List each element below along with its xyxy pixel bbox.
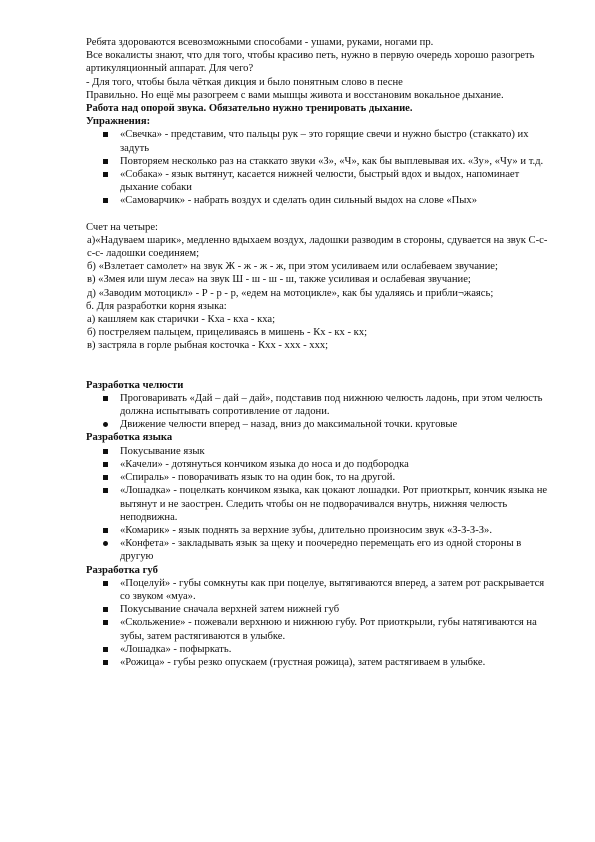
list-item: Проговаривать «Дай – дай – дай», подставив под нижнюю челюсть ладонь, при этом челюсть должна испытывать сопротивление от ладони. <box>120 392 543 418</box>
tongue-list <box>86 445 553 564</box>
jaw-list <box>86 392 553 432</box>
spacer <box>86 208 553 221</box>
tongue-root-item: в) застряла в горле рыбная косточка - Кхх - ххх - ххх; <box>87 340 329 352</box>
list-item: Движение челюсти вперед – назад, вниз до максимальной точки. круговые <box>120 419 458 431</box>
list-item: Покусывание язык <box>120 445 205 457</box>
exercises-list <box>86 128 553 207</box>
section-title-breath: Работа над опорой звука. Обязательно нужно тренировать дыхание. <box>86 103 413 115</box>
list-item: Покусывание сначала верхней затем нижней губ <box>120 604 340 616</box>
lips-list <box>86 577 553 669</box>
lips-heading: Разработка губ <box>86 564 158 576</box>
tongue-root-item: б) постреляем пальцем, прицеливаясь в мишень - Кх - кх - кх; <box>87 327 368 339</box>
list-item: «Конфета» - закладывать язык за щеку и поочередно перемещать его из одной стороны в другую <box>120 538 522 563</box>
exercises-heading: Упражнения: <box>86 116 151 128</box>
list-item: «Качели» - дотянуться кончиком языка до носа и до подбородка <box>120 458 409 470</box>
intro-line: Все вокалисты знают, что для того, чтобы красиво петь, нужно в первую очередь хорошо разогреть артикуляционный аппарат. Для чего? <box>86 50 535 75</box>
spacer <box>86 353 553 366</box>
list-item: «Самоварчик» - набрать воздух и сделать один сильный выдох на слове «Пых» <box>120 195 478 207</box>
intro-line: Ребята здороваются всевозможными способами - ушами, руками, ногами пр. <box>86 37 434 48</box>
tongue-heading: Разработка языка <box>86 432 173 444</box>
tongue-root-heading: б. Для разработки корня языка: <box>86 300 227 312</box>
intro-line: Правильно. Но ещё мы разогреем с вами мышцы живота и восстановим вокальное дыхание. <box>86 89 504 101</box>
list-item: «Комарик» - язык поднять за верхние зубы, длительно произносим звук «З-З-З-З». <box>120 524 493 536</box>
count-heading: Счет на четыре: <box>86 221 158 233</box>
tongue-root-item: а) кашляем как старички - Кха - кха - кха; <box>87 314 276 326</box>
list-item: «Скольжение» - пожевали верхнюю и нижнюю губу. Рот приоткрыли, губы натягиваются на зубы, затем растягиваются в улыбке. <box>120 617 537 642</box>
list-item: «Рожица» - губы резко опускаем (грустная рожица), затем растягиваем в улыбке. <box>120 656 486 668</box>
count-item: в) «Змея или шум леса» на звук Ш - ш - ш - ш, также усиливая и ослабевая звучание; <box>87 274 471 286</box>
list-item: Повторяем несколько раз на стаккато звуки «З», «Ч», как бы выплевывая их. «Зу», «Чу» и т.д. <box>120 155 544 167</box>
count-item: д) «Заводим мотоцикл» - Р - р - р, «едем на мотоцикле», как бы удаляясь и прибли¬жаясь; <box>87 287 494 299</box>
list-item: «Спираль» - поворачивать язык то на один бок, то на другой. <box>120 472 396 484</box>
intro-line: - Для того, чтобы была чёткая дикция и было понятным слово в песне <box>86 76 403 88</box>
list-item: «Свечка» - представим, что пальцы рук – это горящие свечи и нужно быстро (стаккато) их задуть <box>120 129 529 154</box>
list-item: «Лошадка» - поцелкать кончиком языка, как цокают лошадки. Рот приоткрыт, кончик языка не вытянут и не заострен. Следить чтобы он не подворачивался внутрь, нижняя челюсть неподвижна. <box>120 485 548 523</box>
list-item: «Поцелуй» - губы сомкнуты как при поцелуе, вытягиваются вперед, а затем рот раскрывается со звуком «муа». <box>120 577 545 602</box>
list-item: «Лошадка» - пофыркать. <box>120 643 232 655</box>
count-item: а)«Надуваем шарик», медленно вдыхаем воздух, ладошки разводим в стороны, сдувается на звук С-с-с-с- ладошки соединяем; <box>87 234 548 260</box>
list-item: «Собака» - язык вытянут, касается нижней челюсти, быстрый вдох и выдох, напоминает дыхание собаки <box>120 169 520 194</box>
count-item: б) «Взлетает самолет» на звук Ж - ж - ж - ж, при этом усиливаем или ослабеваем звучание; <box>87 261 498 273</box>
jaw-heading: Разработка челюсти <box>86 379 184 391</box>
spacer <box>86 366 553 379</box>
